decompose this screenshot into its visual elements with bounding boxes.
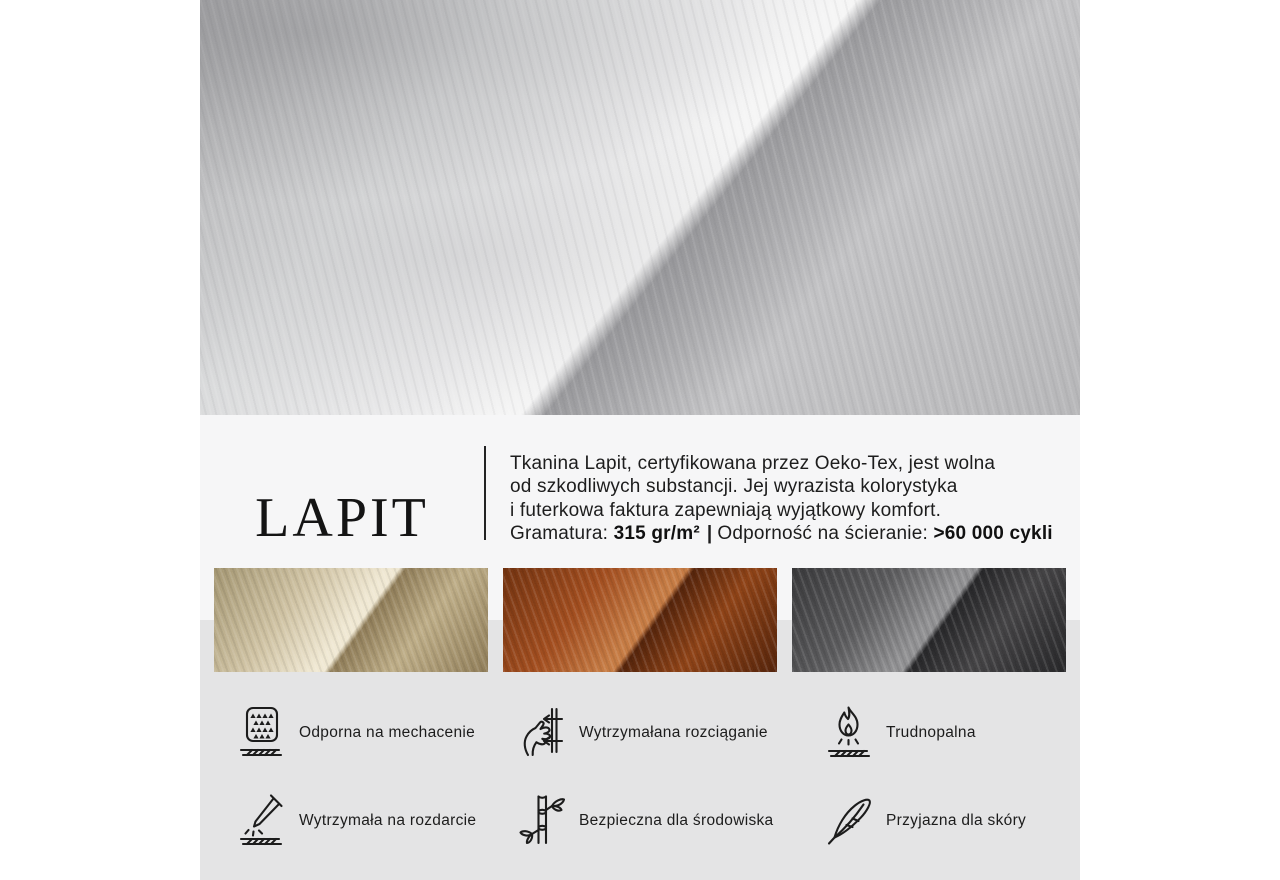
swatch-charcoal[interactable] bbox=[792, 568, 1066, 672]
fabric-description bbox=[510, 452, 1070, 546]
feature-label: Trudnopalna bbox=[886, 724, 976, 741]
swatch-beige[interactable] bbox=[214, 568, 488, 672]
spec-line bbox=[510, 522, 1070, 545]
abrasion-value: >60 000 cykli bbox=[933, 523, 1053, 545]
abrasion-label: Odporność na ścieranie: bbox=[717, 523, 928, 545]
feature-eco bbox=[518, 788, 825, 854]
feature-label: Bezpieczna dla środowiska bbox=[579, 812, 774, 829]
color-swatches bbox=[200, 568, 1080, 672]
fabric-texture-overlay bbox=[503, 568, 777, 672]
description-line: i futerkowa faktura zapewniają wyjątkowy komfort. bbox=[510, 499, 942, 521]
weight-label: Gramatura: bbox=[510, 523, 609, 545]
flame-retardant-icon bbox=[825, 705, 873, 761]
feature-tear bbox=[238, 788, 518, 854]
feature-pilling bbox=[238, 700, 518, 766]
pilling-resistance-icon bbox=[238, 705, 286, 761]
feature-flame bbox=[825, 700, 1068, 766]
eco-bamboo-icon bbox=[518, 793, 566, 849]
hero-fabric-image[interactable] bbox=[200, 0, 1080, 415]
feature-skin bbox=[825, 788, 1068, 854]
feather-skin-icon bbox=[825, 793, 873, 849]
fabric-texture-overlay bbox=[792, 568, 1066, 672]
feature-label: Przyjazna dla skóry bbox=[886, 812, 1027, 829]
feature-stretch bbox=[518, 700, 825, 766]
divider bbox=[484, 446, 486, 540]
spec-separator: | bbox=[706, 523, 713, 545]
page-title: LAPIT bbox=[255, 486, 429, 549]
tear-resistance-icon bbox=[238, 793, 286, 849]
weight-value: 315 gr/m² bbox=[613, 523, 700, 545]
description-line: Tkanina Lapit, certyfikowana przez Oeko-Tex, jest wolna bbox=[510, 453, 996, 474]
swatch-rust[interactable] bbox=[503, 568, 777, 672]
stretch-resistance-icon bbox=[518, 705, 566, 761]
fabric-texture-overlay bbox=[200, 0, 1080, 415]
feature-label: Wytrzymałana rozciąganie bbox=[579, 724, 768, 741]
description-line: od szkodliwych substancji. Jej wyrazista kolorystyka bbox=[510, 476, 958, 498]
feature-label: Odporna na mechacenie bbox=[299, 724, 476, 741]
feature-label: Wytrzymała na rozdarcie bbox=[299, 812, 477, 829]
fabric-texture-overlay bbox=[214, 568, 488, 672]
features-grid bbox=[238, 700, 1068, 854]
